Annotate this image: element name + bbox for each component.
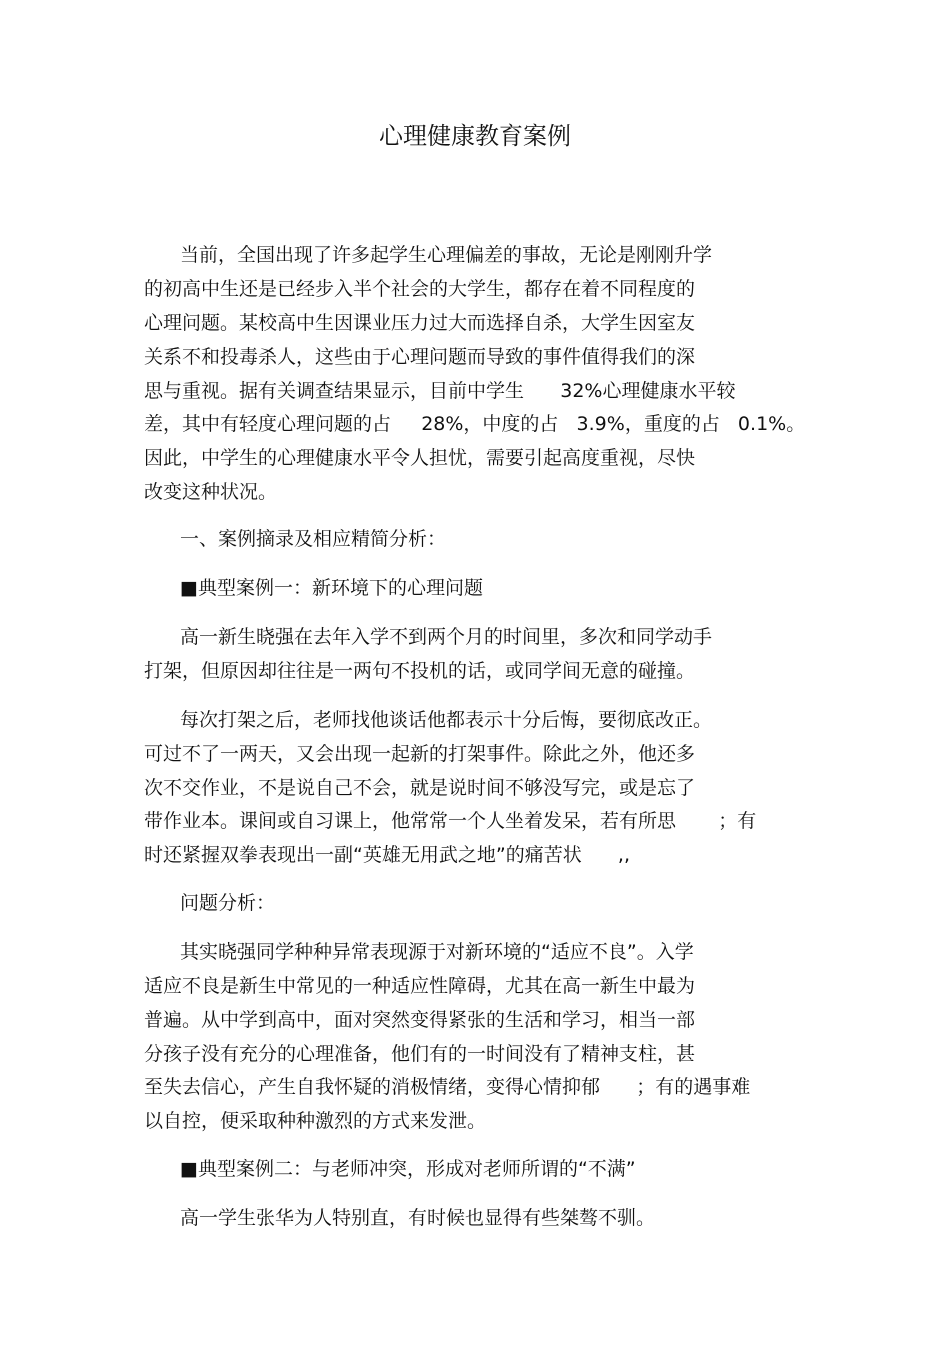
text-line: 改变这种状况。 — [144, 481, 278, 503]
section-heading: 一、案例摘录及相应精简分析： — [180, 528, 447, 550]
text-line: 以自控，便采取种种激烈的方式来发泄。 — [144, 1110, 487, 1132]
text-line: 次不交作业，不是说自己不会，就是说时间不够没写完，或是忘了 — [144, 777, 696, 799]
case-heading: ■典型案例二：与老师冲突，形成对老师所谓的“不满” — [180, 1158, 636, 1180]
text-line: 适应不良是新生中常见的一种适应性障碍，尤其在高一新生中最为 — [144, 975, 696, 997]
text-line: 的初高中生还是已经步入半个社会的大学生，都存在着不同程度的 — [144, 278, 696, 300]
text-line: 高一学生张华为人特别直，有时候也显得有些桀骜不驯。 — [180, 1207, 656, 1229]
text-line: 差，其中有轻度心理问题的占 28%，中度的占 3.9%，重度的占 0.1%。 — [144, 413, 806, 435]
text-line: 至失去信心，产生自我怀疑的消极情绪，变得心情抑郁 ；有的遇事难 — [144, 1076, 751, 1098]
text-line: 普遍。从中学到高中，面对突然变得紧张的生活和学习，相当一部 — [144, 1009, 696, 1031]
text-line: 其实晓强同学种种异常表现源于对新环境的“适应不良”。入学 — [180, 941, 694, 963]
analysis-heading: 问题分析： — [180, 892, 276, 914]
text-line: 打架，但原因却往往是一两句不投机的话，或同学间无意的碰撞。 — [144, 660, 696, 682]
text-line: 当前，全国出现了许多起学生心理偏差的事故，无论是刚刚升学 — [180, 244, 713, 266]
page-title: 心理健康教育案例 — [379, 122, 571, 150]
text-line: 带作业本。课间或自习课上，他常常一个人坐着发呆，若有所思 ；有 — [144, 810, 757, 832]
text-line: 时还紧握双拳表现出一副“英雄无用武之地”的痛苦状 ,, — [144, 844, 631, 866]
text-line: 分孩子没有充分的心理准备，他们有的一时间没有了精神支柱，甚 — [144, 1043, 696, 1065]
text-line: 可过不了一两天，又会出现一起新的打架事件。除此之外，他还多 — [144, 743, 696, 765]
text-line: 高一新生晓强在去年入学不到两个月的时间里，多次和同学动手 — [180, 626, 713, 648]
text-line: 思与重视。据有关调查结果显示，目前中学生 32%心理健康水平较 — [144, 380, 736, 402]
text-line: 心理问题。某校高中生因课业压力过大而选择自杀，大学生因室友 — [144, 312, 696, 334]
text-line: 每次打架之后，老师找他谈话他都表示十分后悔，要彻底改正。 — [180, 709, 713, 731]
text-line: 关系不和投毒杀人，这些由于心理问题而导致的事件值得我们的深 — [144, 346, 696, 368]
case-heading: ■典型案例一：新环境下的心理问题 — [180, 577, 483, 599]
text-line: 因此，中学生的心理健康水平令人担忧，需要引起高度重视，尽快 — [144, 447, 696, 469]
